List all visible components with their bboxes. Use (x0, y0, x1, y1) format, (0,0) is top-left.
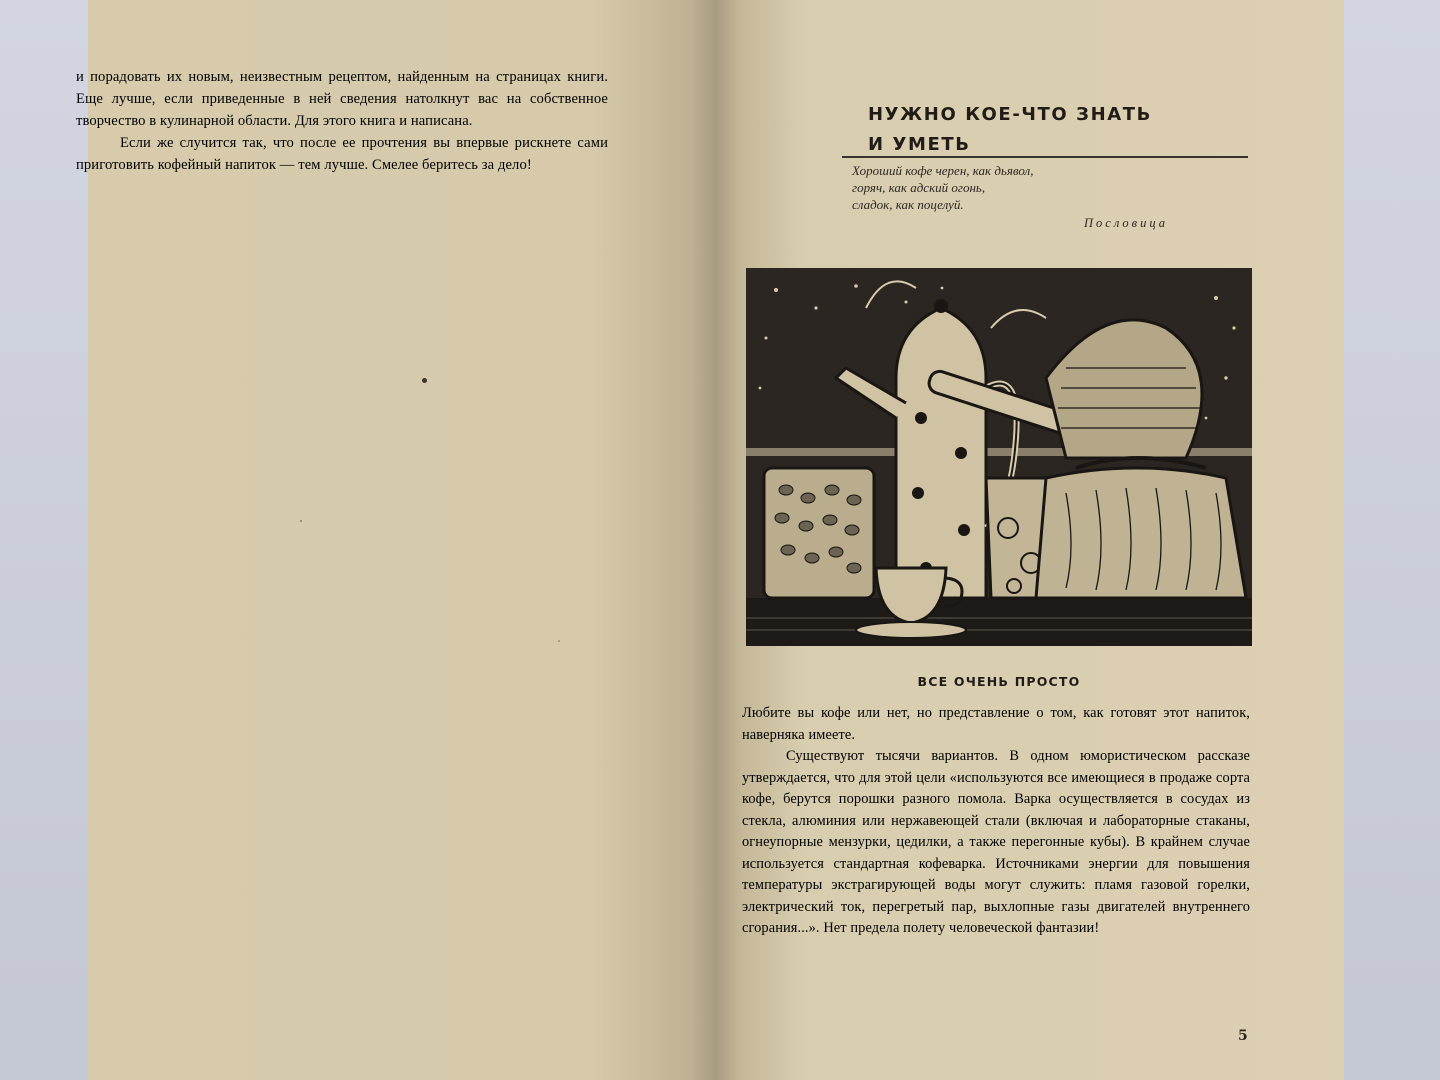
coffee-illustration (746, 268, 1252, 646)
page-speckle (558, 640, 560, 642)
paragraph: Если же случится так, что после ее прочтения вы впервые рискнете сами приготовить кофейный напиток — тем лучше. Смелее беритесь за дело! (76, 135, 608, 173)
paragraph: и порадовать их новым, неизвестным рецептом, найденным на страницах книги. Еще лучше, если приведенные в ней сведения натолкнут вас на собственное творчество в кулинарной области. Для этого книга и написана. (76, 69, 608, 129)
page-speckle (422, 378, 427, 383)
epigraph-line: горяч, как адский огонь, (852, 180, 986, 195)
chapter-heading: НУЖНО КОЕ-ЧТО ЗНАТЬ И УМЕТЬ (868, 104, 1152, 155)
paragraph: Существуют тысячи вариантов. В одном юмористическом рассказе утверждается, что для этой цели «используются все имеющиеся в продаже сорта кофе, берутся порошки разного помола. Варка осуществляется в сосудах из стекла, алюминия или нержавеющей стали (включая и лабораторные стаканы, огнеупорные мензурки, цедилки, а также перегонные кубы). В крайнем случае используется стандартная кофеварка. Источниками энергии для повышения температуры экстрагирующей воды могут служить: пламя газовой горелки, электрический ток, перегретый пар, выхлопные газы двигателей внутреннего сгорания...». Нет предела полету человеческой фантазии! (742, 748, 1250, 936)
epigraph-line: Хороший кофе черен, как дьявол, (852, 163, 1034, 178)
right-page-text (742, 703, 1250, 940)
page-number: 5 (1238, 1028, 1248, 1044)
epigraph-source: Пословица (1084, 216, 1169, 230)
paragraph: Любите вы кофе или нет, но представление о том, как готовят этот напиток, наверняка имеете. (742, 705, 1250, 743)
epigraph (852, 162, 1172, 213)
heading-rule (842, 156, 1248, 158)
section-subheading: ВСЕ ОЧЕНЬ ПРОСТО (917, 674, 1081, 689)
epigraph-line: сладок, как поцелуй. (852, 197, 964, 212)
left-page-text (76, 66, 608, 176)
page-speckle (300, 520, 302, 522)
